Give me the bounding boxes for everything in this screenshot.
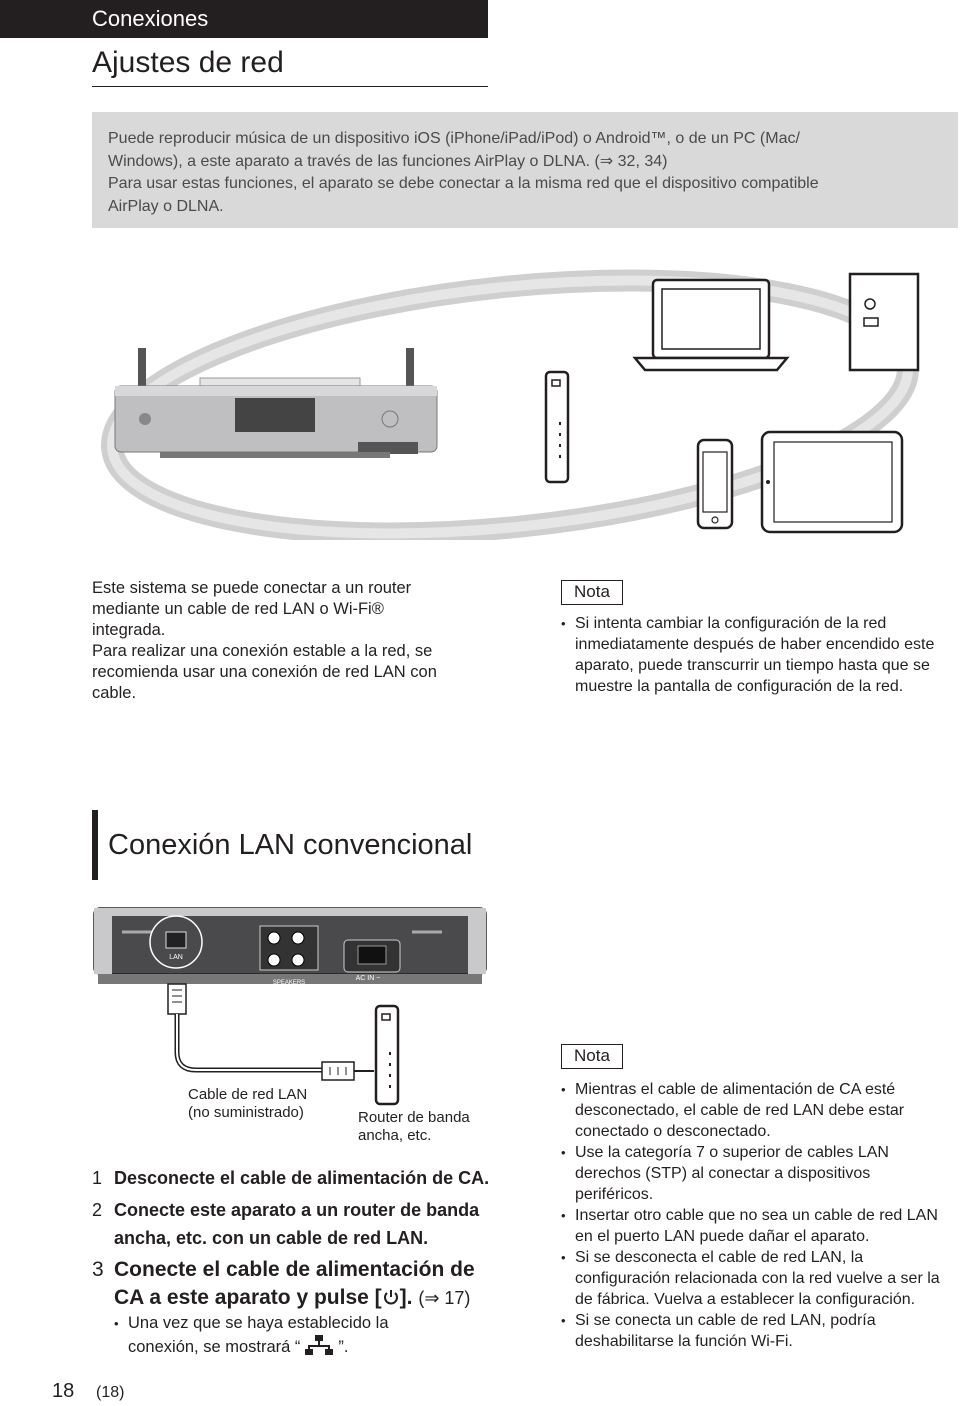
nota-item: • Insertar otro cable que no sea un cable de red LAN en el puerto LAN puede dañar el aparato. [561,1205,951,1247]
page-title: Ajustes de red [92,46,488,87]
page-number: 18 [52,1380,75,1402]
page-reference: (⇒ 17) [418,1288,471,1308]
nota-item: • Mientras el cable de alimentación de CA esté desconectado, el cable de red LAN debe estar conectado o desconectado. [561,1079,951,1142]
nota-list [561,1079,951,1352]
bullet-line: Una vez que se haya establecido la [128,1314,389,1332]
router-connection-text [92,578,512,704]
step-number: 3 [92,1258,104,1281]
cable-caption [188,1086,307,1122]
network-illustration [100,262,930,540]
bullet-line: ”. [338,1338,349,1356]
step-text: Desconecte el cable de alimentación de CA. [114,1168,490,1188]
step-number: 1 [92,1168,103,1188]
subsection-title: Conexión LAN convencional [92,810,472,880]
step-1 [92,1164,502,1192]
nota-block-1 [561,580,946,697]
intro-line: Puede reproducir música de un dispositivo iOS (iPhone/iPad/iPod) o Android™, o de un PC (Mac/ [108,130,800,147]
step-3 [92,1256,512,1312]
text-line: Este sistema se puede conectar a un router [92,579,412,597]
caption-line: ancha, etc. [358,1127,432,1144]
laptop [635,280,787,370]
section-header: Conexiones [0,0,488,38]
text-line: integrada. [92,621,166,639]
text-line: Para realizar una conexión estable a la red, se [92,642,433,660]
audio-unit [115,348,437,458]
network-connected-icon [304,1334,334,1356]
bullet-line: conexión, se mostrará “ [128,1338,301,1356]
lan-cable [168,984,374,1080]
intro-line: Windows), a este aparato a través de las funciones AirPlay o DLNA. (⇒ 32, 34) [108,152,668,170]
step-2 [92,1196,502,1252]
nota-block-2 [561,1044,951,1352]
nota-item: • Use la categoría 7 o superior de cables LAN derechos (STP) al conectar a dispositivos periféricos. [561,1142,951,1205]
router [546,372,568,482]
ac-in-label: AC IN ~ [355,975,381,982]
intro-line: AirPlay o DLNA. [108,197,224,215]
nota-label: Nota [561,1044,623,1069]
intro-line: Para usar estas funciones, el aparato se debe conectar a la misma red que el dispositivo compatible [108,175,819,192]
step-3-bullets [114,1313,494,1358]
text-line: mediante un cable de red LAN o Wi-Fi® [92,600,384,618]
text-line: recomienda usar una conexión de red LAN con [92,663,437,681]
nota-item: • Si intenta cambiar la configuración de la red inmediatamente después de haber encendido este aparato, puede transcurrir un tiempo hasta que se muestre la pantalla de configuración de la red. [561,613,946,697]
nota-item: • Si se desconecta el cable de red LAN, la configuración relacionada con la red vuelve a ser la de fábrica. Vuelva a establecer la configuración. [561,1247,951,1310]
smartphone [698,440,732,528]
speakers-impedance-label: (4 – 16Ω) [276,988,302,994]
page-number-ref: (18) [96,1384,125,1401]
caption-line: Router de banda [358,1109,470,1126]
step-text: Conecte el cable de alimentación de [114,1258,475,1281]
tablet [762,432,902,532]
intro-box [92,112,958,228]
lan-port-label: LAN [169,954,183,961]
step-3-note [114,1313,494,1358]
text-line: cable. [92,684,137,702]
power-icon [382,1288,400,1306]
step-3-bullet [114,1313,494,1358]
nota-list [561,613,946,697]
device-rear-panel [94,908,486,994]
broadband-router [376,1006,398,1104]
caption-line: Cable de red LAN [188,1086,308,1103]
nota-item: • Si se conecta un cable de red LAN, podría deshabilitarse la función Wi-Fi. [561,1310,951,1352]
step-text: Conecte este aparato a un router de banda ancha, etc. con un cable de red LAN. [114,1200,480,1248]
step-text: CA a este aparato y pulse [ [114,1286,382,1309]
nota-label: Nota [561,580,623,605]
caption-line: (no suministrado) [188,1104,304,1121]
step-number: 2 [92,1200,103,1220]
desktop-pc [850,274,918,370]
router-caption [358,1109,470,1145]
speakers-label: SPEAKERS [272,980,306,986]
step-text: ]. [399,1286,413,1309]
